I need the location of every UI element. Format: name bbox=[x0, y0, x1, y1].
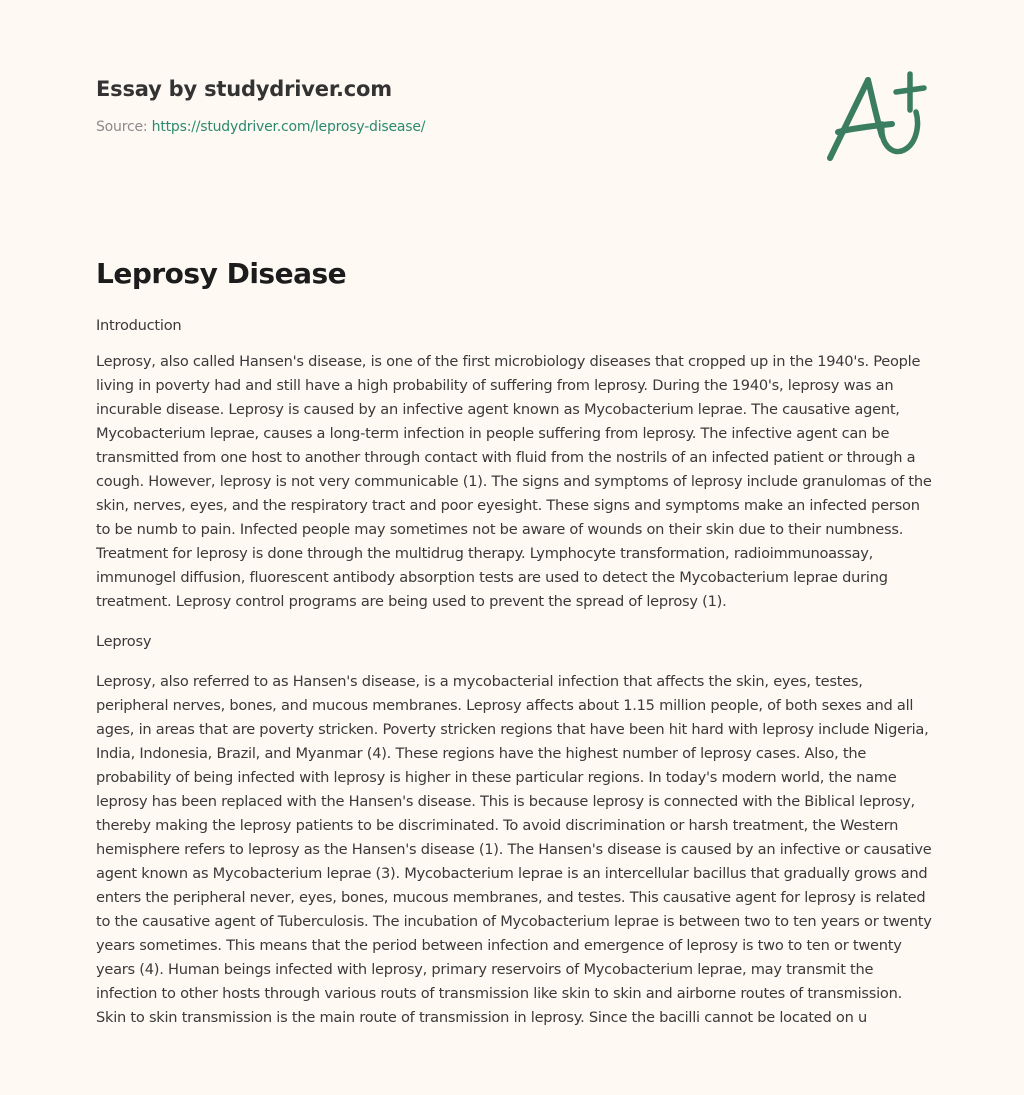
essay-header bbox=[96, 74, 796, 137]
section-heading-leprosy: Leprosy bbox=[96, 633, 152, 650]
source-link[interactable]: https://studydriver.com/leprosy-disease/ bbox=[151, 119, 426, 135]
section-heading-introduction: Introduction bbox=[96, 317, 182, 334]
site-title: Essay by studydriver.com bbox=[96, 77, 392, 101]
source-label: Source: bbox=[96, 119, 148, 135]
essay-body bbox=[96, 314, 936, 1046]
paragraph-leprosy: Leprosy, also referred to as Hansen's disease, is a mycobacterial infection that affects the skin, eyes, testes, peripheral nerves, bones, and mucous membranes. Leprosy affects about 1.15 million people, of both sexes and all ages, in areas that are poverty stricken. Poverty stricken regions that have been hit hard with leprosy include Nigeria, India, Indonesia, Brazil, and Myanmar (4). These regions have the highest number of leprosy cases. Also, the probability of being infected with leprosy is higher in these particular regions. In today's modern world, the name leprosy has been replaced with the Hansen's disease. This is because leprosy is connected with the Biblical leprosy, thereby making the leprosy patients to be discriminated. To avoid discrimination or harsh treatment, the Western hemisphere refers to leprosy as the Hansen's disease (1). The Hansen's disease is caused by an infective or causative agent known as Mycobacterium leprae (3). Mycobacterium leprae is an intercellular bacillus that gradually grows and enters the peripheral never, eyes, bones, mucous membranes, and testes. This causative agent for leprosy is related to the causative agent of Tuberculosis. The incubation of Mycobacterium leprae is between two to ten years or twenty years sometimes. This means that the period between infection and emergence of leprosy is two to ten or twenty years (4). Human beings infected with leprosy, primary reservoirs of Mycobacterium leprae, may transmit the infection to other hosts through various routs of transmission like skin to skin and airborne routes of transmission. Skin to skin transmission is the main route of transmission in leprosy. Since the bacilli cannot be located on u bbox=[96, 673, 932, 1026]
paragraph-introduction: Leprosy, also called Hansen's disease, is one of the first microbiology diseases that cropped up in the 1940's. People living in poverty had and still have a high probability of suffering from leprosy. During the 1940's, leprosy was an incurable disease. Leprosy is caused by an infective agent known as Mycobacterium leprae. The causative agent, Mycobacterium leprae, causes a long-term infection in people suffering from leprosy. The infective agent can be transmitted from one host to another through contact with fluid from the nostrils of an infected patient or through a cough. However, leprosy is not very communicable (1). The signs and symptoms of leprosy include granulomas of the skin, nerves, eyes, and the respiratory tract and poor eyesight. These signs and symptoms make an infected person to be numb to pain. Infected people may sometimes not be aware of wounds on their skin due to their numbness. Treatment for leprosy is done through the multidrug therapy. Lymphocyte transformation, radioimmunoassay, immunogel diffusion, fluorescent antibody absorption tests are used to detect the Mycobacterium leprae during treatment. Leprosy control programs are being used to prevent the spread of leprosy (1). bbox=[96, 353, 932, 610]
source-line bbox=[96, 117, 796, 137]
document-title: Leprosy Disease bbox=[96, 257, 347, 290]
a-plus-grade-icon bbox=[820, 66, 930, 166]
